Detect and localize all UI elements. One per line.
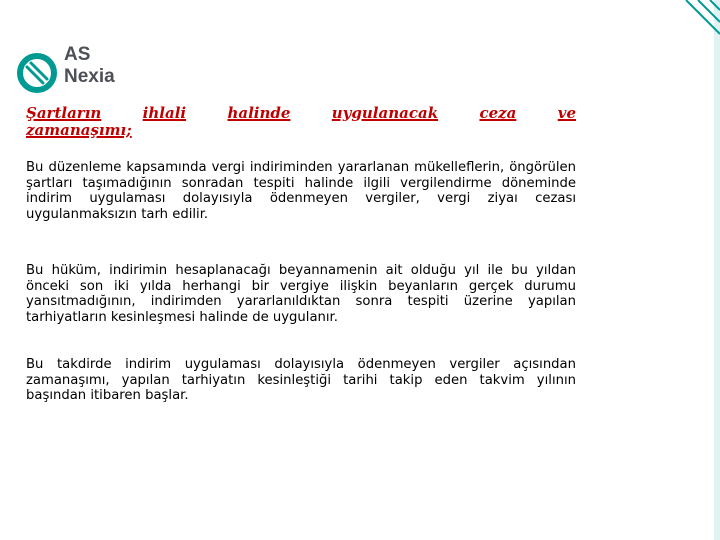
heading-word: uygulanacak xyxy=(331,104,439,122)
section-heading xyxy=(26,105,576,139)
heading-word: Şartların xyxy=(26,104,102,122)
heading-word: halinde xyxy=(227,104,291,122)
heading-word: ve xyxy=(557,104,576,122)
heading-word: ceza xyxy=(479,104,517,122)
heading-word: ihlali xyxy=(142,104,187,122)
logo-text-line1: AS xyxy=(64,44,91,65)
logo-wordmark xyxy=(64,44,115,88)
heading-line2: zamanaşımı; xyxy=(26,121,132,139)
paragraph-3: Bu takdirde indirim uygulaması dolayısıyla ödenmeyen vergiler açısından zamanaşımı, yapılan tarhiyatın kesinleştiği tarihi takip eden takvim yılının başından itibaren başlar. xyxy=(26,357,576,403)
paragraph-2: Bu hüküm, indirimin hesaplanacağı beyannamenin ait olduğu yıl ile bu yıldan önceki son iki yılda herhangi bir vergiye ilişkin beyanların gerçek durumu yansıtmadığının, indirimden yararlanıldıktan sonra tespiti üzerine yapılan tarhiyatların kesinleşmesi halinde de uygulanır. xyxy=(26,263,576,325)
paragraph-1: Bu düzenleme kapsamında vergi indiriminden yararlanan mükelleflerin, öngörülen şartları taşımadığının sonradan tespiti halinde ilgili vergilendirme döneminde indirim uygulaması dolayısıyla ödenmeyen vergiler, vergi ziyaı cezası uygulanmaksızın tarh edilir. xyxy=(26,160,576,222)
logo-text-line2: Nexia xyxy=(64,66,115,87)
as-nexia-logo-mark-icon xyxy=(16,52,58,94)
corner-stripes-decoration xyxy=(648,0,720,540)
as-nexia-logo xyxy=(16,44,115,94)
